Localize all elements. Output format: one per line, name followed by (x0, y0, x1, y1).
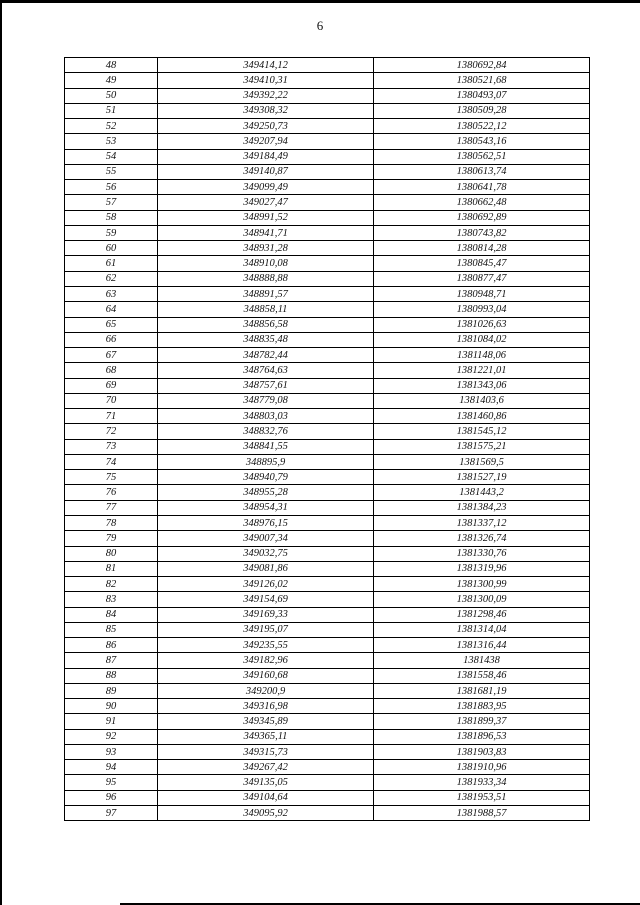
x-coordinate-cell: 349154,69 (158, 592, 374, 607)
table-row (65, 607, 590, 622)
y-coordinate-cell: 1381569,5 (374, 454, 590, 469)
table-row (65, 256, 590, 271)
x-coordinate-cell: 348940,79 (158, 470, 374, 485)
y-coordinate-cell: 1381316,44 (374, 638, 590, 653)
point-number-cell: 68 (65, 363, 158, 378)
table-row (65, 180, 590, 195)
point-number-cell: 61 (65, 256, 158, 271)
x-coordinate-cell: 349007,34 (158, 531, 374, 546)
y-coordinate-cell: 1380641,78 (374, 180, 590, 195)
x-coordinate-cell: 349184,49 (158, 149, 374, 164)
x-coordinate-cell: 349365,11 (158, 729, 374, 744)
x-coordinate-cell: 349315,73 (158, 744, 374, 759)
x-coordinate-cell: 348910,08 (158, 256, 374, 271)
y-coordinate-cell: 1381300,09 (374, 592, 590, 607)
y-coordinate-cell: 1381558,46 (374, 668, 590, 683)
table-row (65, 470, 590, 485)
y-coordinate-cell: 1380692,89 (374, 210, 590, 225)
table-row (65, 531, 590, 546)
table-row (65, 363, 590, 378)
point-number-cell: 51 (65, 103, 158, 118)
point-number-cell: 66 (65, 332, 158, 347)
x-coordinate-cell: 348888,88 (158, 271, 374, 286)
x-coordinate-cell: 348991,52 (158, 210, 374, 225)
y-coordinate-cell: 1380743,82 (374, 225, 590, 240)
y-coordinate-cell: 1381443,2 (374, 485, 590, 500)
table-row (65, 775, 590, 790)
y-coordinate-cell: 1380692,84 (374, 58, 590, 73)
x-coordinate-cell: 349207,94 (158, 134, 374, 149)
point-number-cell: 83 (65, 592, 158, 607)
point-number-cell: 90 (65, 699, 158, 714)
y-coordinate-cell: 1381084,02 (374, 332, 590, 347)
x-coordinate-cell: 348895,9 (158, 454, 374, 469)
point-number-cell: 57 (65, 195, 158, 210)
y-coordinate-cell: 1381148,06 (374, 348, 590, 363)
x-coordinate-cell: 349126,02 (158, 577, 374, 592)
point-number-cell: 93 (65, 744, 158, 759)
x-coordinate-cell: 348941,71 (158, 225, 374, 240)
point-number-cell: 70 (65, 393, 158, 408)
table-row (65, 699, 590, 714)
y-coordinate-cell: 1380662,48 (374, 195, 590, 210)
point-number-cell: 76 (65, 485, 158, 500)
x-coordinate-cell: 349316,98 (158, 699, 374, 714)
table-row (65, 561, 590, 576)
table-row (65, 119, 590, 134)
y-coordinate-cell: 1381314,04 (374, 622, 590, 637)
x-coordinate-cell: 348841,55 (158, 439, 374, 454)
y-coordinate-cell: 1380845,47 (374, 256, 590, 271)
x-coordinate-cell: 348779,08 (158, 393, 374, 408)
point-number-cell: 71 (65, 409, 158, 424)
point-number-cell: 72 (65, 424, 158, 439)
point-number-cell: 56 (65, 180, 158, 195)
y-coordinate-cell: 1380948,71 (374, 286, 590, 301)
point-number-cell: 97 (65, 806, 158, 821)
point-number-cell: 91 (65, 714, 158, 729)
y-coordinate-cell: 1380613,74 (374, 164, 590, 179)
table-row (65, 439, 590, 454)
x-coordinate-cell: 349308,32 (158, 103, 374, 118)
x-coordinate-cell: 349182,96 (158, 653, 374, 668)
table-row (65, 409, 590, 424)
y-coordinate-cell: 1381545,12 (374, 424, 590, 439)
point-number-cell: 79 (65, 531, 158, 546)
y-coordinate-cell: 1381343,06 (374, 378, 590, 393)
y-coordinate-cell: 1381527,19 (374, 470, 590, 485)
y-coordinate-cell: 1381896,53 (374, 729, 590, 744)
y-coordinate-cell: 1380993,04 (374, 302, 590, 317)
point-number-cell: 49 (65, 73, 158, 88)
y-coordinate-cell: 1381953,51 (374, 790, 590, 805)
table-row (65, 210, 590, 225)
y-coordinate-cell: 1380562,51 (374, 149, 590, 164)
point-number-cell: 88 (65, 668, 158, 683)
y-coordinate-cell: 1381298,46 (374, 607, 590, 622)
page-border-top (0, 0, 640, 3)
coordinates-table-body (65, 58, 590, 821)
table-row (65, 332, 590, 347)
x-coordinate-cell: 349095,92 (158, 806, 374, 821)
table-row (65, 683, 590, 698)
y-coordinate-cell: 1381330,76 (374, 546, 590, 561)
y-coordinate-cell: 1380521,68 (374, 73, 590, 88)
x-coordinate-cell: 349160,68 (158, 668, 374, 683)
point-number-cell: 67 (65, 348, 158, 363)
table-row (65, 500, 590, 515)
x-coordinate-cell: 349169,33 (158, 607, 374, 622)
point-number-cell: 60 (65, 241, 158, 256)
y-coordinate-cell: 1381403,6 (374, 393, 590, 408)
x-coordinate-cell: 348858,11 (158, 302, 374, 317)
x-coordinate-cell: 349099,49 (158, 180, 374, 195)
point-number-cell: 62 (65, 271, 158, 286)
point-number-cell: 96 (65, 790, 158, 805)
x-coordinate-cell: 349104,64 (158, 790, 374, 805)
y-coordinate-cell: 1381460,86 (374, 409, 590, 424)
point-number-cell: 80 (65, 546, 158, 561)
point-number-cell: 59 (65, 225, 158, 240)
point-number-cell: 75 (65, 470, 158, 485)
x-coordinate-cell: 349267,42 (158, 760, 374, 775)
point-number-cell: 65 (65, 317, 158, 332)
y-coordinate-cell: 1381337,12 (374, 515, 590, 530)
y-coordinate-cell: 1381899,37 (374, 714, 590, 729)
table-row (65, 546, 590, 561)
point-number-cell: 48 (65, 58, 158, 73)
x-coordinate-cell: 349345,89 (158, 714, 374, 729)
x-coordinate-cell: 349135,05 (158, 775, 374, 790)
x-coordinate-cell: 348757,61 (158, 378, 374, 393)
x-coordinate-cell: 348764,63 (158, 363, 374, 378)
y-coordinate-cell: 1381575,21 (374, 439, 590, 454)
x-coordinate-cell: 348803,03 (158, 409, 374, 424)
table-row (65, 302, 590, 317)
point-number-cell: 53 (65, 134, 158, 149)
x-coordinate-cell: 348856,58 (158, 317, 374, 332)
point-number-cell: 50 (65, 88, 158, 103)
x-coordinate-cell: 349235,55 (158, 638, 374, 653)
table-row (65, 378, 590, 393)
y-coordinate-cell: 1380493,07 (374, 88, 590, 103)
point-number-cell: 81 (65, 561, 158, 576)
point-number-cell: 55 (65, 164, 158, 179)
y-coordinate-cell: 1381910,96 (374, 760, 590, 775)
page-border-left (0, 0, 2, 905)
x-coordinate-cell: 349410,31 (158, 73, 374, 88)
point-number-cell: 94 (65, 760, 158, 775)
point-number-cell: 84 (65, 607, 158, 622)
table-row (65, 790, 590, 805)
y-coordinate-cell: 1381681,19 (374, 683, 590, 698)
y-coordinate-cell: 1381326,74 (374, 531, 590, 546)
x-coordinate-cell: 349140,87 (158, 164, 374, 179)
point-number-cell: 73 (65, 439, 158, 454)
y-coordinate-cell: 1381026,63 (374, 317, 590, 332)
table-row (65, 806, 590, 821)
point-number-cell: 58 (65, 210, 158, 225)
x-coordinate-cell: 349081,86 (158, 561, 374, 576)
table-row (65, 515, 590, 530)
y-coordinate-cell: 1380814,28 (374, 241, 590, 256)
table-row (65, 393, 590, 408)
y-coordinate-cell: 1381221,01 (374, 363, 590, 378)
table-row (65, 485, 590, 500)
point-number-cell: 52 (65, 119, 158, 134)
table-row (65, 424, 590, 439)
y-coordinate-cell: 1381903,83 (374, 744, 590, 759)
table-row (65, 103, 590, 118)
point-number-cell: 54 (65, 149, 158, 164)
table-row (65, 714, 590, 729)
point-number-cell: 87 (65, 653, 158, 668)
table-row (65, 271, 590, 286)
y-coordinate-cell: 1381438 (374, 653, 590, 668)
table-row (65, 668, 590, 683)
point-number-cell: 86 (65, 638, 158, 653)
table-row (65, 286, 590, 301)
point-number-cell: 64 (65, 302, 158, 317)
y-coordinate-cell: 1381883,95 (374, 699, 590, 714)
x-coordinate-cell: 349200,9 (158, 683, 374, 698)
table-row (65, 638, 590, 653)
y-coordinate-cell: 1381300,99 (374, 577, 590, 592)
point-number-cell: 78 (65, 515, 158, 530)
point-number-cell: 77 (65, 500, 158, 515)
x-coordinate-cell: 348835,48 (158, 332, 374, 347)
point-number-cell: 85 (65, 622, 158, 637)
table-row (65, 317, 590, 332)
x-coordinate-cell: 348955,28 (158, 485, 374, 500)
table-row (65, 622, 590, 637)
table-row (65, 195, 590, 210)
x-coordinate-cell: 348931,28 (158, 241, 374, 256)
coordinates-table (64, 57, 590, 821)
table-row (65, 348, 590, 363)
table-row (65, 653, 590, 668)
x-coordinate-cell: 349027,47 (158, 195, 374, 210)
x-coordinate-cell: 349250,73 (158, 119, 374, 134)
table-row (65, 592, 590, 607)
x-coordinate-cell: 349032,75 (158, 546, 374, 561)
y-coordinate-cell: 1380509,28 (374, 103, 590, 118)
y-coordinate-cell: 1380877,47 (374, 271, 590, 286)
x-coordinate-cell: 349414,12 (158, 58, 374, 73)
y-coordinate-cell: 1380522,12 (374, 119, 590, 134)
table-row (65, 760, 590, 775)
table-row (65, 225, 590, 240)
table-row (65, 88, 590, 103)
y-coordinate-cell: 1381319,96 (374, 561, 590, 576)
point-number-cell: 92 (65, 729, 158, 744)
x-coordinate-cell: 349195,07 (158, 622, 374, 637)
y-coordinate-cell: 1381988,57 (374, 806, 590, 821)
table-row (65, 164, 590, 179)
point-number-cell: 69 (65, 378, 158, 393)
table-row (65, 149, 590, 164)
point-number-cell: 95 (65, 775, 158, 790)
table-row (65, 241, 590, 256)
table-row (65, 454, 590, 469)
table-row (65, 577, 590, 592)
point-number-cell: 63 (65, 286, 158, 301)
y-coordinate-cell: 1381933,34 (374, 775, 590, 790)
table-row (65, 729, 590, 744)
x-coordinate-cell: 349392,22 (158, 88, 374, 103)
table-row (65, 134, 590, 149)
x-coordinate-cell: 348891,57 (158, 286, 374, 301)
y-coordinate-cell: 1380543,16 (374, 134, 590, 149)
y-coordinate-cell: 1381384,23 (374, 500, 590, 515)
table-row (65, 58, 590, 73)
x-coordinate-cell: 348782,44 (158, 348, 374, 363)
page-number: 6 (316, 18, 324, 33)
table-row (65, 744, 590, 759)
point-number-cell: 82 (65, 577, 158, 592)
x-coordinate-cell: 348832,76 (158, 424, 374, 439)
x-coordinate-cell: 348954,31 (158, 500, 374, 515)
point-number-cell: 89 (65, 683, 158, 698)
table-row (65, 73, 590, 88)
x-coordinate-cell: 348976,15 (158, 515, 374, 530)
point-number-cell: 74 (65, 454, 158, 469)
